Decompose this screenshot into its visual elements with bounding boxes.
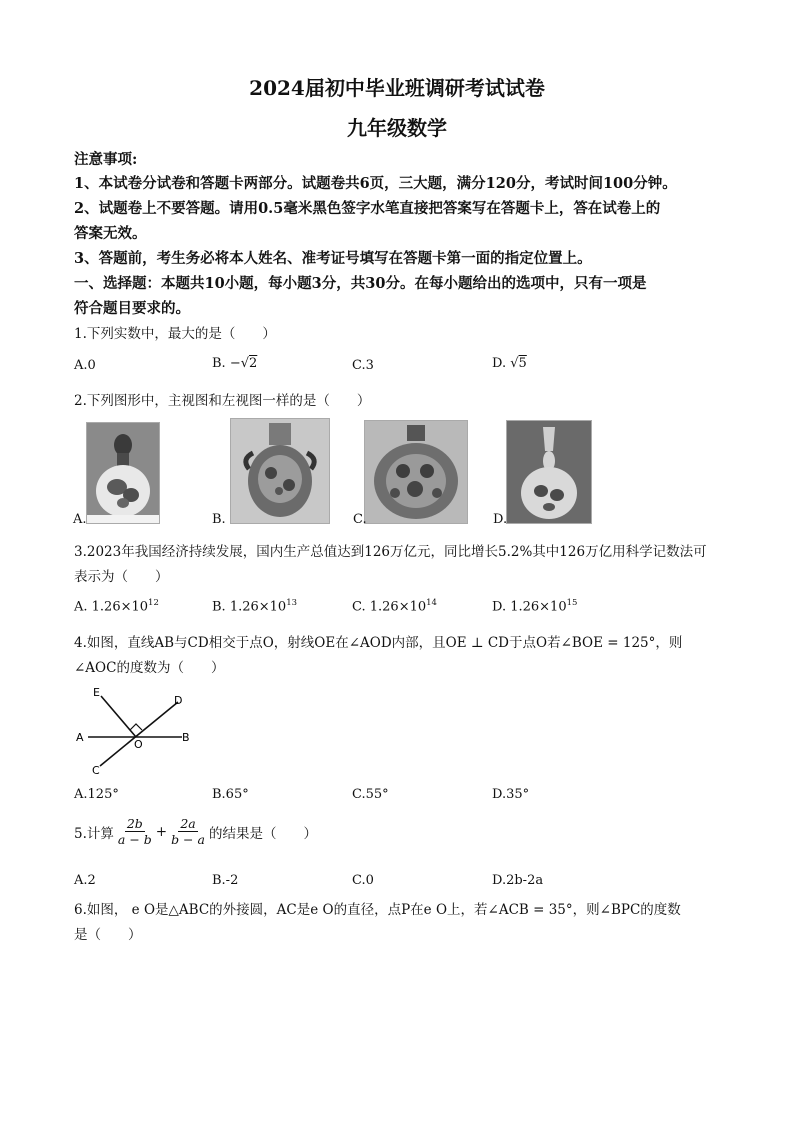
question-2-stem: 2.下列图形中，主视图和左视图一样的是（ ） (74, 393, 371, 409)
q5-option-b: B.-2 (212, 873, 239, 888)
q5-fraction-1 (116, 816, 154, 847)
q1-option-a: A.0 (74, 358, 96, 373)
q4-option-c: C.55° (352, 787, 389, 802)
q1-option-b-prefix: B. − (212, 356, 241, 371)
q1-option-b-radicand: 2 (249, 356, 258, 371)
notice-item-1: 1、本试卷分试卷和答题卡两部分。试题卷共6页，三大题，满分120分，考试时间100分钟。 (74, 175, 677, 192)
notice-item-2-line2: 答案无效。 (74, 225, 147, 242)
q5-option-a: A.2 (74, 873, 96, 888)
q5-stem-prefix: 5.计算 (74, 825, 114, 842)
vase-c-icon (365, 421, 467, 523)
q5-stem-suffix: 的结果是（ ） (208, 825, 317, 842)
label-o: O (134, 738, 143, 751)
q4-option-d: D.35° (492, 787, 530, 802)
q2-option-a: A. (73, 512, 87, 527)
q2-option-b: B. (212, 512, 226, 527)
q1-option-d-prefix: D. (492, 356, 511, 371)
label-b: B (182, 731, 190, 744)
q3-option-c (352, 598, 437, 614)
q3-option-c-exponent: 14 (426, 598, 437, 608)
notice-item-2-line1: 2、试题卷上不要答题。请用0.5毫米黑色签字水笔直接把答案写在答题卡上，答在试卷上的 (74, 200, 661, 217)
exam-title: 2024届初中毕业班调研考试试卷 (249, 76, 545, 100)
q5-option-c: C.0 (352, 873, 374, 888)
vase-photo-b (230, 418, 330, 524)
label-e: E (93, 686, 100, 699)
ray-oe (101, 696, 136, 737)
q2-option-d: D. (493, 512, 508, 527)
section-heading-line1: 一、选择题：本题共10小题，每小题3分，共30分。在每小题给出的选项中，只有一项是 (74, 275, 647, 292)
q3-option-a-exponent: 12 (148, 598, 159, 608)
question-5-stem (74, 816, 317, 847)
q3-option-b-base: B. 1.26×10 (212, 599, 287, 615)
notice-item-3: 3、答题前，考生务必将本人姓名、准考证号填写在答题卡第一面的指定位置上。 (74, 250, 592, 267)
q1-option-b (212, 356, 257, 371)
vase-b-icon (231, 419, 329, 523)
question-1-stem: 1.下列实数中，最大的是（ ） (74, 326, 276, 342)
q5-fraction-2 (169, 816, 207, 847)
label-d: D (174, 694, 183, 707)
vase-photo-c (364, 420, 468, 524)
vase-photo-d (506, 420, 592, 524)
q5-fraction-1-denominator: a − b (117, 832, 152, 847)
sqrt-symbol-icon: √ (240, 356, 250, 371)
q3-option-d-exponent: 15 (566, 598, 578, 608)
exam-subtitle: 九年级数学 (347, 116, 447, 140)
q1-option-d-radicand: 5 (518, 356, 527, 371)
sqrt-symbol-icon: √ (510, 356, 519, 371)
right-angle-mark (130, 724, 142, 730)
question-3-stem-line2: 表示为（ ） (74, 569, 169, 585)
question-4-stem-line1: 4.如图，直线AB与CD相交于点O，射线OE在∠AOD内部，且OE ⊥ CD于点O若∠BOE = 125°，则 (74, 635, 683, 651)
question-4-stem-line2: ∠AOC的度数为（ ） (74, 660, 225, 676)
vase-d-icon (507, 421, 591, 523)
q4-option-a: A.125° (74, 787, 119, 802)
q3-option-b-exponent: 13 (286, 598, 298, 608)
q5-fraction-2-denominator: b − a (171, 832, 205, 847)
q3-option-c-base: C. 1.26×10 (352, 599, 427, 615)
line-cd (100, 702, 178, 766)
q3-option-a-base: A. 1.26×10 (74, 599, 149, 615)
label-c: C (92, 764, 100, 777)
q3-option-b (212, 598, 297, 614)
q5-fraction-1-numerator: 2b (126, 816, 143, 831)
q3-option-d (492, 598, 577, 614)
vase-a-icon (87, 423, 159, 523)
vase-photo-a (86, 422, 160, 524)
section-heading-line2: 符合题目要求的。 (74, 300, 190, 317)
question-6-stem-line1: 6.如图， e O是△ABC的外接圆，AC是e O的直径，点P在e O上，若∠ACB = 35°，则∠BPC的度数 (74, 902, 681, 918)
question-3-stem-line1: 3.2023年我国经济持续发展，国内生产总值达到126万亿元，同比增长5.2%其中126万亿用科学记数法可 (74, 544, 707, 560)
q1-option-c: C.3 (352, 358, 374, 373)
question-6-stem-line2: 是（ ） (74, 927, 142, 943)
q1-option-d (492, 356, 527, 371)
q4-geometry-diagram (74, 684, 204, 778)
q2-option-c: C. (353, 512, 367, 527)
q4-option-b: B.65° (212, 787, 249, 802)
q3-option-a (74, 598, 159, 614)
notice-heading: 注意事项: (74, 151, 138, 168)
label-a: A (76, 731, 84, 744)
q5-plus-sign: + (155, 823, 168, 840)
q5-fraction-2-numerator: 2a (180, 816, 196, 831)
q3-option-d-base: D. 1.26×10 (492, 599, 567, 615)
q5-option-d: D.2b-2a (492, 873, 544, 888)
